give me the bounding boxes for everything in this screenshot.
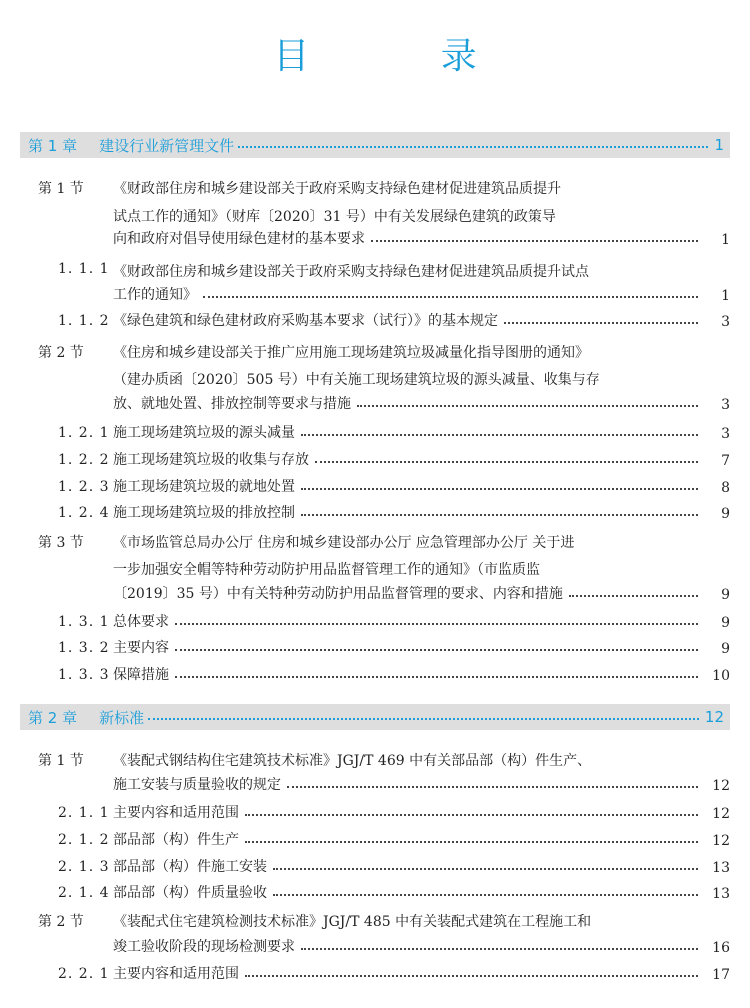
toc-entry[interactable] [113,825,730,849]
chapter-label: 第 1 章 [28,136,78,155]
dot-leader [569,595,698,597]
chapter-label: 第 2 章 [28,708,78,727]
toc-subsection-label: 2. 2. 1 [58,966,110,982]
toc-chapter-1[interactable] [20,132,730,158]
toc-section-text[interactable]: 《装配式钢结构住宅建筑技术标准》JGJ/T 469 中有关部品部（构）件生产、 [113,753,592,769]
dot-leader [245,975,698,977]
toc-subsection-label: 1. 2. 3 [58,479,110,495]
toc-section-label: 第 1 节 [38,181,84,197]
toc-subsection-text: 总体要求 [113,614,169,630]
toc-section-text[interactable]: 《财政部住房和城乡建设部关于政府采购支持绿色建材促进建筑品质提升 [113,181,561,197]
dot-leader [287,786,698,788]
toc-section-text: 向和政府对倡导使用绿色建材的基本要求 [113,231,365,247]
toc-section-text[interactable]: 试点工作的通知》（财库〔2020〕31 号）中有关发展绿色建筑的政策导 [113,209,556,225]
toc-section-text[interactable]: 《市场监管总局办公厅 住房和城乡建设部办公厅 应急管理部办公厅 关于进 [113,535,575,551]
toc-subsection-label: 1. 2. 2 [58,452,110,468]
toc-subsection-text: 主要内容 [113,640,169,656]
toc-entry[interactable] [113,498,730,522]
toc-subsection-text: 工作的通知》 [113,287,197,303]
dot-leader [148,718,699,720]
page-number: 12 [712,806,730,822]
dot-leader [315,461,698,463]
toc-section-text: 施工安装与质量验收的规定 [113,777,281,793]
toc-entry[interactable] [113,633,730,657]
toc-subsection-text: 保障措施 [113,667,169,683]
page-number: 13 [712,860,730,876]
dot-leader [301,434,698,436]
page-number: 9 [721,615,730,631]
toc-section-text[interactable]: （建办质函〔2020〕505 号）中有关施工现场建筑垃圾的源头减量、收集与存 [113,372,600,388]
toc-section-label: 第 2 节 [38,914,84,930]
toc-subsection-label: 1. 1. 1 [58,261,110,277]
chapter-title: 新标准 [99,708,145,727]
dot-leader [245,841,698,843]
toc-entry[interactable] [113,224,730,248]
toc-chapter-2[interactable] [20,704,730,730]
page-number: 10 [712,668,730,684]
dot-leader [504,322,698,324]
toc-subsection-text: 施工现场建筑垃圾的源头减量 [113,425,295,441]
toc-subsection-text: 主要内容和适用范围 [113,805,239,821]
toc-subsection-label: 2. 1. 3 [58,859,110,875]
page-number: 16 [712,940,730,956]
toc-subsection-text: 部品部（构）件质量验收 [113,885,267,901]
toc-subsection-text: 施工现场建筑垃圾的收集与存放 [113,452,309,468]
toc-entry[interactable] [113,798,730,822]
toc-entry[interactable] [113,472,730,496]
chapter-title: 建设行业新管理文件 [99,136,235,155]
toc-entry[interactable] [113,959,730,983]
page-number: 3 [721,397,730,413]
toc-section-text[interactable]: 《住房和城乡建设部关于推广应用施工现场建筑垃圾减量化指导图册的通知》 [113,345,589,361]
toc-entry[interactable] [113,660,730,684]
dot-leader [273,894,698,896]
page-number: 9 [721,587,730,603]
toc-subsection-text: 施工现场建筑垃圾的排放控制 [113,505,295,521]
dot-leader [245,814,698,816]
toc-subsection-text: 部品部（构）件生产 [113,832,239,848]
page-number: 7 [721,453,730,469]
toc-section-label: 第 2 节 [38,345,84,361]
page-number: 12 [712,778,730,794]
page-number: 3 [721,314,730,330]
page-number: 9 [721,506,730,522]
toc-entry[interactable] [113,932,730,956]
toc-entry[interactable] [113,607,730,631]
page-title: 目 录 [273,36,537,77]
toc-subsection-label: 1. 3. 3 [58,667,110,683]
dot-leader [175,676,698,678]
page-number: 8 [721,480,730,496]
toc-entry[interactable] [113,389,730,413]
toc-section-text[interactable]: 《装配式住宅建筑检测技术标准》JGJ/T 485 中有关装配式建筑在工程施工和 [113,914,592,930]
dot-leader [371,240,698,242]
toc-entry[interactable] [113,306,730,330]
toc-subsection-label: 2. 1. 1 [58,805,110,821]
page-number: 17 [712,967,730,983]
toc-subsection-text[interactable]: 《财政部住房和城乡建设部关于政府采购支持绿色建材促进建筑品质提升试点 [113,264,589,280]
toc-subsection-text: 《绿色建筑和绿色建材政府采购基本要求（试行）》的基本规定 [113,313,498,329]
toc-subsection-label: 1. 3. 1 [58,614,110,630]
toc-subsection-label: 1. 1. 2 [58,313,110,329]
dot-leader [357,405,698,407]
toc-entry[interactable] [113,418,730,442]
toc-entry[interactable] [113,445,730,469]
toc-entry[interactable] [113,852,730,876]
toc-subsection-text: 部品部（构）件施工安装 [113,859,267,875]
dot-leader [238,146,708,148]
page-number: 3 [721,426,730,442]
toc-section-label: 第 1 节 [38,753,84,769]
toc-subsection-text: 施工现场建筑垃圾的就地处置 [113,479,295,495]
toc-entry[interactable] [113,878,730,902]
toc-subsection-label: 2. 1. 4 [58,885,110,901]
toc-entry[interactable] [113,770,730,794]
dot-leader [301,948,698,950]
page-number: 12 [712,833,730,849]
dot-leader [203,296,698,298]
dot-leader [273,868,698,870]
toc-section-text[interactable]: 一步加强安全帽等特种劳动防护用品监督管理工作的通知》（市监质监 [113,562,540,578]
toc-section-text: 放、就地处置、排放控制等要求与措施 [113,396,351,412]
page-number: 1 [721,288,730,304]
page-number: 1 [721,232,730,248]
toc-entry[interactable] [113,579,730,603]
page-number: 13 [712,886,730,902]
dot-leader [301,488,698,490]
dot-leader [175,649,698,651]
toc-entry[interactable] [113,280,730,304]
toc-section-text: 〔2019〕35 号）中有关特种劳动防护用品监督管理的要求、内容和措施 [113,586,563,602]
toc-subsection-label: 1. 2. 1 [58,425,110,441]
dot-leader [175,623,698,625]
toc-subsection-label: 2. 1. 2 [58,832,110,848]
page-number: 12 [704,708,724,726]
toc-subsection-label: 1. 2. 4 [58,505,110,521]
page-number: 9 [721,641,730,657]
toc-section-label: 第 3 节 [38,535,84,551]
toc-subsection-label: 1. 3. 2 [58,640,110,656]
dot-leader [301,514,698,516]
toc-subsection-text: 主要内容和适用范围 [113,966,239,982]
page-number: 1 [714,136,724,154]
toc-section-text: 竣工验收阶段的现场检测要求 [113,939,295,955]
